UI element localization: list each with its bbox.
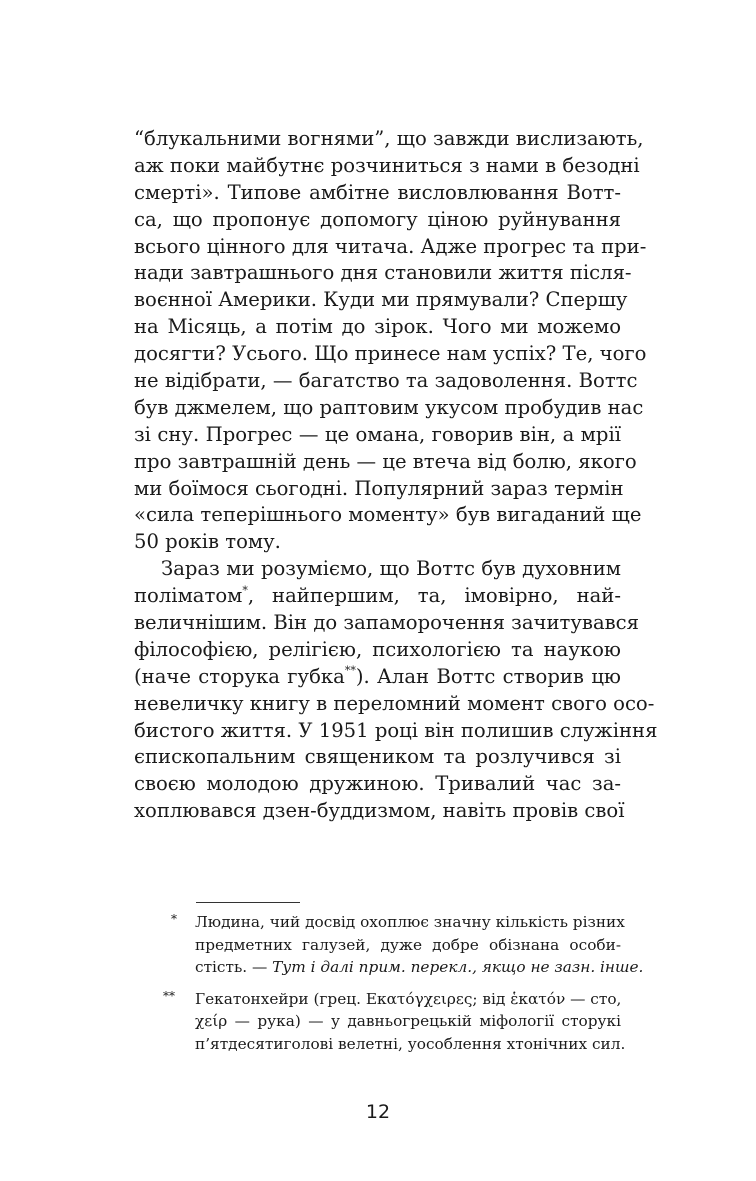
text-line: 50 років тому. bbox=[134, 530, 281, 554]
footnote-ref: ** bbox=[344, 664, 356, 678]
text-line: нади завтрашнього дня становили життя після- bbox=[134, 261, 632, 285]
text-line bbox=[134, 583, 621, 610]
footnote-divider bbox=[196, 902, 300, 903]
footnote-line: Людина, чий досвід охоплює значну кількість різних bbox=[195, 913, 625, 931]
footnote-1 bbox=[134, 911, 644, 979]
footnotes bbox=[134, 911, 644, 1055]
text-line: зі сну. Прогрес — це омана, говорив він, а мрії bbox=[134, 422, 621, 446]
body-text bbox=[134, 126, 658, 825]
text-line: величнішим. Він до запаморочення зачитувався bbox=[134, 611, 639, 635]
text-line: досягти? Усього. Що принесе нам успіх? Те, чого bbox=[134, 342, 647, 366]
text-line: “блукальними вогнями”, що завжди вислизають, bbox=[134, 127, 644, 150]
footnote-line: χείρ — рука) — у давньогрецькій міфології сторукі bbox=[195, 1012, 621, 1030]
text-line: невеличку книгу в переломний момент свого осо- bbox=[134, 691, 655, 715]
text-line: аж поки майбутнє розчиниться з нами в безодні bbox=[134, 153, 640, 177]
translator-note: Тут і далі прим. перекл., якщо не зазн. інше. bbox=[272, 958, 644, 976]
footnote-line: Гекатонхейри (грец. Εκατόγχειρες; від ἑκατόν — сто, bbox=[195, 989, 622, 1008]
text-line: воєнної Америки. Куди ми прямували? Спершу bbox=[134, 288, 628, 312]
text-line: Зараз ми розуміємо, що Воттс був духовним bbox=[161, 557, 621, 581]
footnote-mark: * bbox=[171, 912, 177, 926]
text-line: своєю молодою дружиною. Тривалий час за- bbox=[134, 772, 621, 796]
text-fragment: (наче сторука губка bbox=[134, 664, 345, 688]
text-line: са, що пропонує допомогу ціною руйнування bbox=[134, 207, 621, 231]
footnote-line: п’ятдесятиголові велетні, уособлення хтонічних сил. bbox=[195, 1034, 626, 1053]
text-fragment: стість. — bbox=[195, 958, 273, 976]
text-fragment: , найпершим, та, імовірно, най- bbox=[247, 584, 621, 608]
footnote-line: предметних галузей, дуже добре обізнана особи- bbox=[195, 935, 621, 954]
text-line: був джмелем, що раптовим укусом пробудив нас bbox=[134, 395, 644, 419]
footnote-2 bbox=[134, 988, 626, 1056]
footnote-ref: * bbox=[242, 583, 248, 597]
text-line: «сила теперішнього моменту» був вигаданий ще bbox=[134, 503, 642, 527]
text-line bbox=[134, 664, 621, 691]
text-line: смерті». Типове амбітне висловлювання Вотт- bbox=[134, 180, 621, 204]
text-line: на Місяць, а потім до зірок. Чого ми можемо bbox=[134, 315, 621, 339]
text-line: бистого життя. У 1951 році він полишив служіння bbox=[134, 718, 658, 742]
page-number: 12 bbox=[365, 1101, 391, 1123]
text-line: всього цінного для читача. Адже прогрес та при- bbox=[134, 234, 647, 258]
text-line: єпископальним священиком та розлучився зі bbox=[134, 745, 621, 769]
text-fragment: ом bbox=[215, 584, 243, 608]
footnote-line bbox=[195, 956, 644, 979]
text-line: не відібрати, — багатство та задоволення. Воттс bbox=[134, 369, 638, 393]
text-line: хоплювався дзен-буддизмом, навіть провів свої bbox=[134, 799, 625, 823]
text-fragment: ). Алан Воттс створив цю bbox=[355, 664, 621, 688]
text-line: філософією, релігією, психологією та наукою bbox=[134, 637, 621, 661]
text-line: ми боїмося сьогодні. Популярний зараз термін bbox=[134, 476, 624, 500]
text-fragment: полімат bbox=[134, 584, 216, 608]
footnote-mark: ** bbox=[163, 988, 175, 1003]
text-line: про завтрашній день — це втеча від болю, якого bbox=[134, 449, 637, 473]
